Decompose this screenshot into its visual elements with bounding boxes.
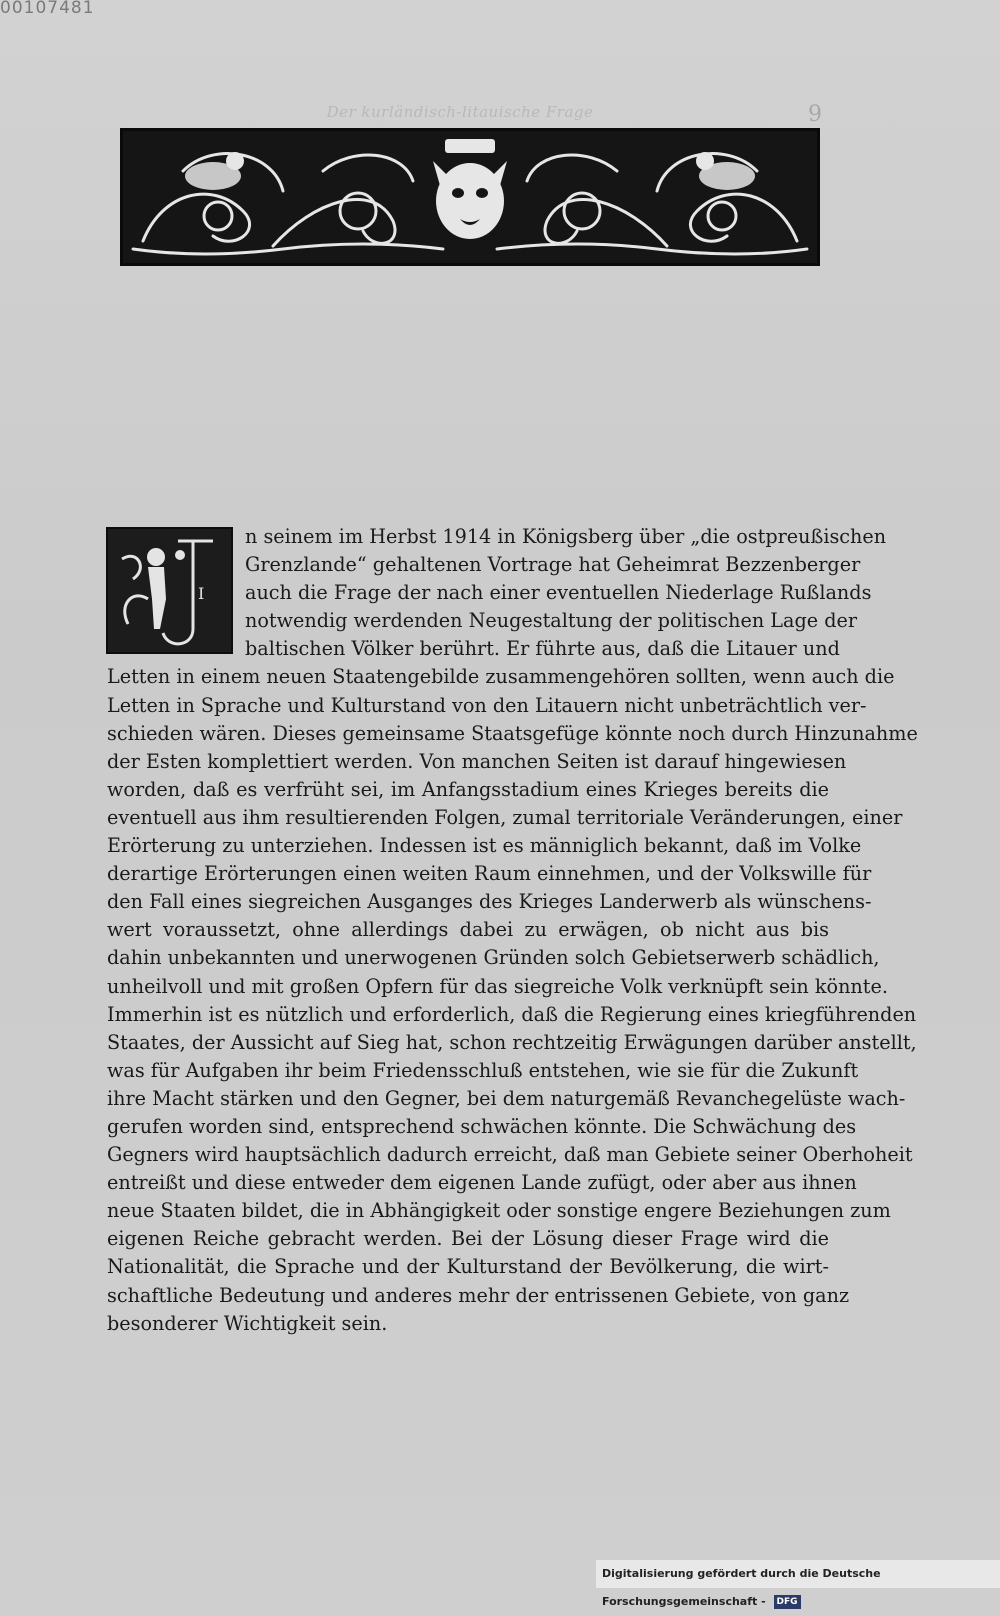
drop-cap-letter: I xyxy=(198,584,205,603)
text-line: Letten in einem neuen Staatengebilde zusammengehören sollten, wenn auch die xyxy=(107,665,895,689)
scan-id: 00107481 xyxy=(0,0,95,18)
text-line: Staates, der Aussicht auf Sieg hat, schon rechtzeitig Erwägungen darüber anstellt, xyxy=(107,1030,917,1054)
text-line: baltischen Völker berührt. Er führte aus, daß die Litauer und xyxy=(245,637,840,661)
text-line: n seinem im Herbst 1914 in Königsberg über „die ostpreußischen xyxy=(245,525,887,548)
text-line: entreißt und diese entweder dem eigenen Lande zufügt, oder aber aus ihnen xyxy=(107,1171,857,1195)
text-line: der Esten komplettiert werden. Von manchen Seiten ist darauf hingewiesen xyxy=(107,749,847,773)
text-line: derartige Erörterungen einen weiten Raum einnehmen, und der Volkswille für xyxy=(107,862,872,886)
page-number: 9 xyxy=(808,102,822,127)
text-line: gerufen worden sind, entsprechend schwächen könnte. Die Schwächung des xyxy=(107,1114,857,1138)
text-line: dahin unbekannten und unerwogenen Gründen solch Gebietserwerb schädlich, xyxy=(107,946,880,970)
dfg-logo-icon: DFG xyxy=(774,1595,801,1609)
text-line: Gegners wird hauptsächlich dadurch erreicht, daß man Gebiete seiner Oberhoheit xyxy=(107,1143,913,1167)
text-line: schieden wären. Dieses gemeinsame Staatsgefüge könnte noch durch Hinzunahme xyxy=(107,721,918,745)
text-line: wert voraussetzt, ohne allerdings dabei zu erwägen, ob nicht aus bis xyxy=(107,918,829,942)
text-line: worden, daß es verfrüht sei, im Anfangsstadium eines Krieges bereits die xyxy=(107,777,829,801)
body-text xyxy=(107,523,918,1338)
headpiece-ornament-icon xyxy=(123,131,817,263)
text-line: auch die Frage der nach einer eventuellen Niederlage Rußlands xyxy=(245,581,872,605)
text-line: Grenzlande“ gehaltenen Vortrage hat Geheimrat Bezzenberger xyxy=(245,553,861,577)
text-line: schaftliche Bedeutung und anderes mehr der entrissenen Gebiete, von ganz xyxy=(107,1283,850,1307)
decorative-headpiece xyxy=(120,128,820,266)
text-line: neue Staaten bildet, die in Abhängigkeit oder sonstige engere Beziehungen zum xyxy=(107,1199,891,1223)
text-line: den Fall eines siegreichen Ausganges des Krieges Landerwerb als wünschens- xyxy=(107,890,872,914)
text-line: was für Aufgaben ihr beim Friedensschluß entstehen, wie sie für die Zukunft xyxy=(107,1058,859,1082)
text-line: Nationalität, die Sprache und der Kulturstand der Bevölkerung, die wirt- xyxy=(107,1255,829,1279)
text-line: eigenen Reiche gebracht werden. Bei der Lösung dieser Frage wird die xyxy=(107,1227,829,1251)
text-line: Letten in Sprache und Kulturstand von den Litauern nicht unbeträchtlich ver- xyxy=(107,693,867,717)
credit-text: Digitalisierung gefördert durch die Deutsche Forschungsgemeinschaft - xyxy=(602,1567,881,1608)
digitization-credit xyxy=(596,1560,1000,1608)
text-line: besonderer Wichtigkeit sein. xyxy=(107,1311,388,1335)
text-line: unheilvoll und mit großen Opfern für das siegreiche Volk verknüpft sein könnte. xyxy=(107,974,888,998)
text-line: Immerhin ist es nützlich und erforderlich, daß die Regierung eines kriegführenden xyxy=(107,1002,917,1026)
text-line: eventuell aus ihm resultierenden Folgen, zumal territoriale Veränderungen, einer xyxy=(107,805,903,829)
text-line: Erörterung zu unterziehen. Indessen ist es männiglich bekannt, daß im Volke xyxy=(107,834,862,858)
header-bleed-through: Der kurländisch-litauische Frage xyxy=(326,103,594,121)
text-line: notwendig werdenden Neugestaltung der politischen Lage der xyxy=(245,609,858,633)
text-line: ihre Macht stärken und den Gegner, bei dem naturgemäß Revanchegelüste wach- xyxy=(107,1086,906,1110)
